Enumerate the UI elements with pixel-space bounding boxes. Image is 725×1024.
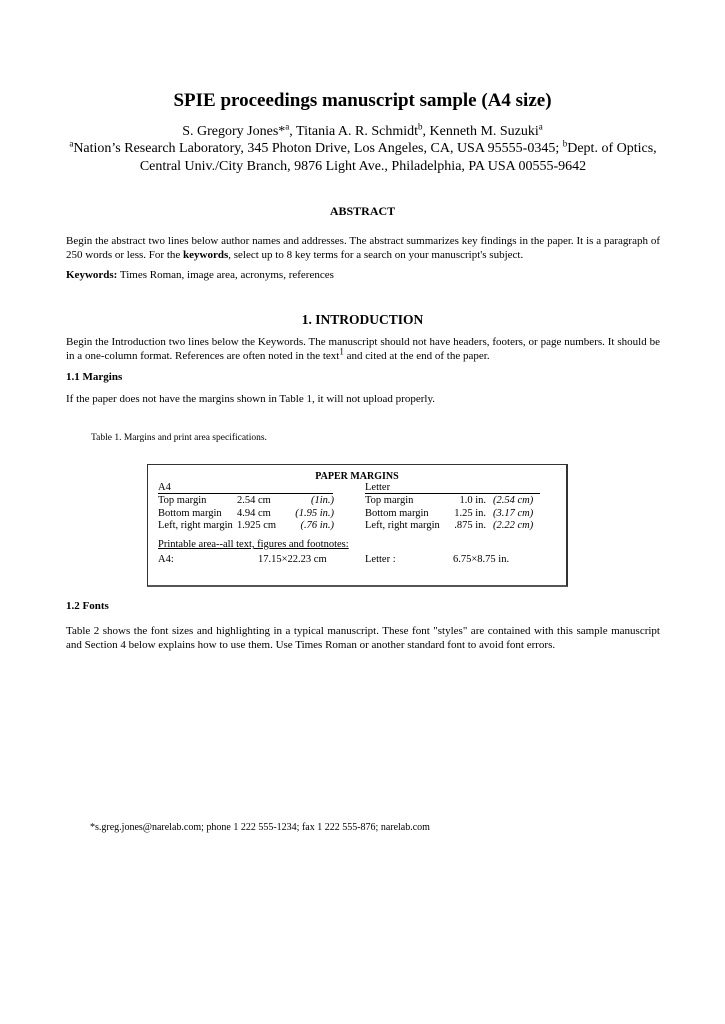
subsection-heading-fonts: 1.2 Fonts [66, 600, 109, 612]
author: , Titania A. R. Schmidt [289, 124, 419, 139]
a4-row-cell: (.76 in.) [300, 520, 334, 531]
footnote: *s.greg.jones@narelab.com; phone 1 222 555-1234; fax 1 222 555-876; narelab.com [90, 822, 430, 833]
letter-row-cell: Top margin [365, 495, 414, 506]
letter-row-cell: (2.22 cm) [493, 520, 534, 531]
letter-header: Letter [365, 482, 540, 494]
keywords [66, 268, 660, 282]
letter-row-cell: Bottom margin [365, 507, 429, 519]
a4-row-cell: Left, right margin [158, 520, 233, 531]
introduction-text [66, 335, 660, 363]
letter-row-cell: (2.54 cm) [493, 495, 534, 506]
author-list [0, 121, 725, 140]
letter-row-cell: (3.17 cm) [493, 507, 534, 519]
bold-text: keywords [183, 249, 229, 261]
table-title: PAPER MARGINS [315, 471, 399, 482]
text: Begin the abstract two lines below author names and addresses. The abstract summarizes key findings in the paper. It is a paragraph of 250 words or less. For the [66, 235, 660, 261]
affiliation-mark: b [418, 121, 423, 132]
abstract-heading: ABSTRACT [329, 204, 396, 218]
letter-area-value: 6.75×8.75 in. [453, 554, 510, 565]
text: and cited at the end of the paper. [343, 350, 490, 362]
affiliation-a: Nation’s Research Laboratory, 345 Photon Drive, Los Angeles, CA, USA 95555-0345; [73, 141, 563, 156]
affiliation-mark: a [285, 121, 290, 132]
keywords-label: Keywords: [66, 269, 118, 281]
affiliation-mark: b [562, 138, 568, 149]
letter-row-cell: .875 in. [454, 520, 486, 531]
paper-title: SPIE proceedings manuscript sample (A4 size) [173, 90, 552, 111]
a4-row-cell: 1.925 cm [237, 520, 277, 531]
margins-text: If the paper does not have the margins shown in Table 1, it will not upload properly. [66, 393, 435, 405]
a4-area-value: 17.15×22.23 cm [258, 554, 327, 565]
a4-row-cell: Bottom margin [158, 507, 222, 519]
a4-header: A4 [158, 482, 333, 494]
letter-row-cell: Left, right margin [365, 520, 440, 531]
a4-row-cell: (1.95 in.) [295, 507, 334, 519]
printable-area-label: Printable area--all text, figures and footnotes: [158, 539, 349, 550]
affiliation-mark: a [69, 138, 74, 149]
abstract-text [66, 234, 660, 262]
author: , Kenneth M. Suzuki [422, 124, 539, 139]
keywords-text: Times Roman, image area, acronyms, references [117, 269, 334, 281]
letter-area-label: Letter : [365, 554, 396, 565]
a4-row-cell: (1in.) [310, 495, 334, 506]
author: S. Gregory Jones* [182, 124, 286, 139]
reference-mark: 1 [339, 346, 344, 357]
subsection-heading-margins: 1.1 Margins [66, 371, 123, 383]
affiliations [66, 140, 660, 176]
section-heading-introduction: 1. INTRODUCTION [301, 312, 424, 327]
affiliation-b: Dept. of Optics, Central Univ./City Branch, 9876 Light Ave., Philadelphia, PA USA 00555-9642 [139, 141, 657, 174]
fonts-text: Table 2 shows the font sizes and highlighting in a typical manuscript. These font "styles" are contained with this sample manuscript and Section 4 below explains how to use them. Use Times Roman or another standard font to avoid font errors. [66, 625, 660, 651]
text: , select up to 8 key terms for a search on your manuscript's subject. [228, 249, 524, 261]
table-caption: Table 1. Margins and print area specifications. [91, 433, 267, 443]
letter-row-cell: 1.25 in. [454, 507, 486, 519]
a4-row-cell: 4.94 cm [237, 507, 271, 519]
a4-row-cell: 2.54 cm [237, 495, 271, 506]
text: Begin the Introduction two lines below the Keywords. The manuscript should not have headers, footers, or page numbers. It should be in a one-column format. References are often noted in the text [66, 336, 660, 362]
margins-table [147, 464, 568, 587]
affiliation-mark: a [538, 121, 543, 132]
a4-row-cell: Top margin [158, 495, 207, 506]
a4-area-label: A4: [158, 554, 174, 565]
letter-row-cell: 1.0 in. [459, 495, 486, 506]
